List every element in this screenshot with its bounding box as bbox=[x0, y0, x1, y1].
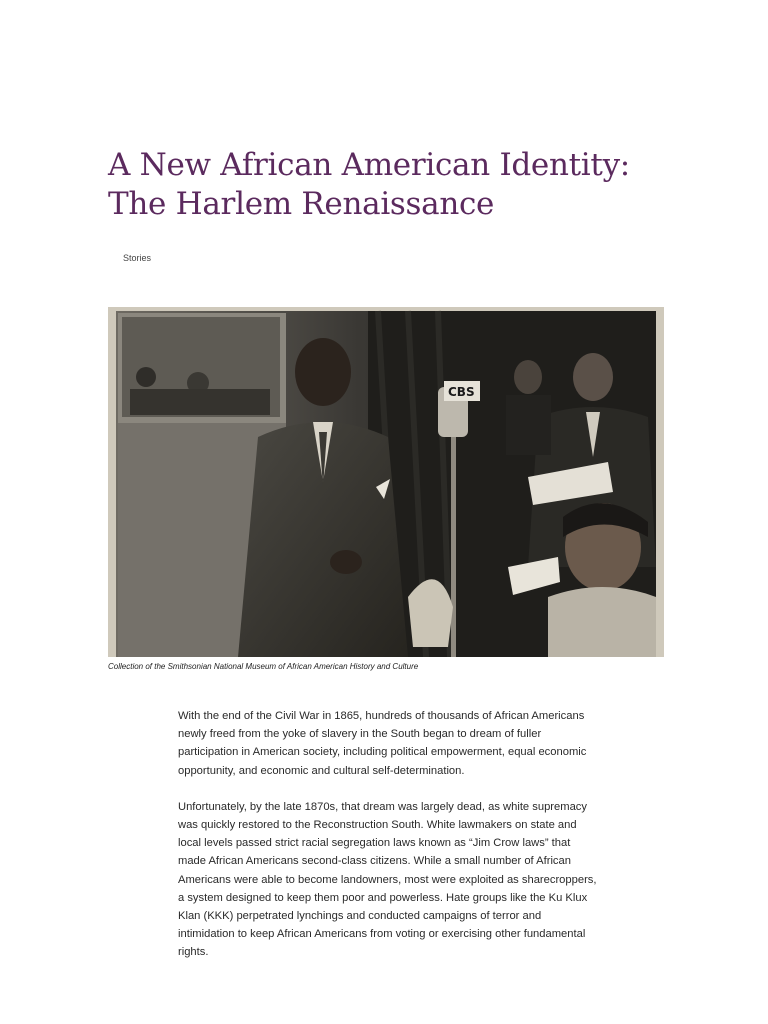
page-title-line-1: A New African American Identity: bbox=[108, 147, 630, 183]
article-body bbox=[178, 707, 598, 980]
cbs-microphone-label: CBS bbox=[448, 385, 475, 399]
hero-photo bbox=[108, 307, 664, 657]
page-title-line-2: The Harlem Renaissance bbox=[108, 186, 495, 222]
article-paragraph-1: With the end of the Civil War in 1865, hundreds of thousands of African Americans newly freed from the yoke of slavery in the South began to dream of fuller participation in American society, including political empowerment, equal economic opportunity, and economic and cultural self-determination. bbox=[178, 710, 587, 777]
page-title bbox=[108, 146, 668, 224]
photo-caption: Collection of the Smithsonian National Museum of African American History and Culture bbox=[108, 662, 419, 671]
category-link-stories[interactable]: Stories bbox=[123, 253, 152, 263]
article-paragraph-2: Unfortunately, by the late 1870s, that dream was largely dead, as white supremacy was quickly restored to the Reconstruction South. White lawmakers on state and local levels passed strict racial segregation laws known as “Jim Crow laws” that made African Americans second-class citizens. While a small number of African Americans were able to become landowners, most were exploited as sharecroppers, a system designed to keep them poor and powerless. Hate groups like the Ku Klux Klan (KKK) perpetrated lynchings and conducted campaigns of terror and intimidation to keep African Americans from voting or exercising other fundamental rights. bbox=[178, 800, 597, 959]
